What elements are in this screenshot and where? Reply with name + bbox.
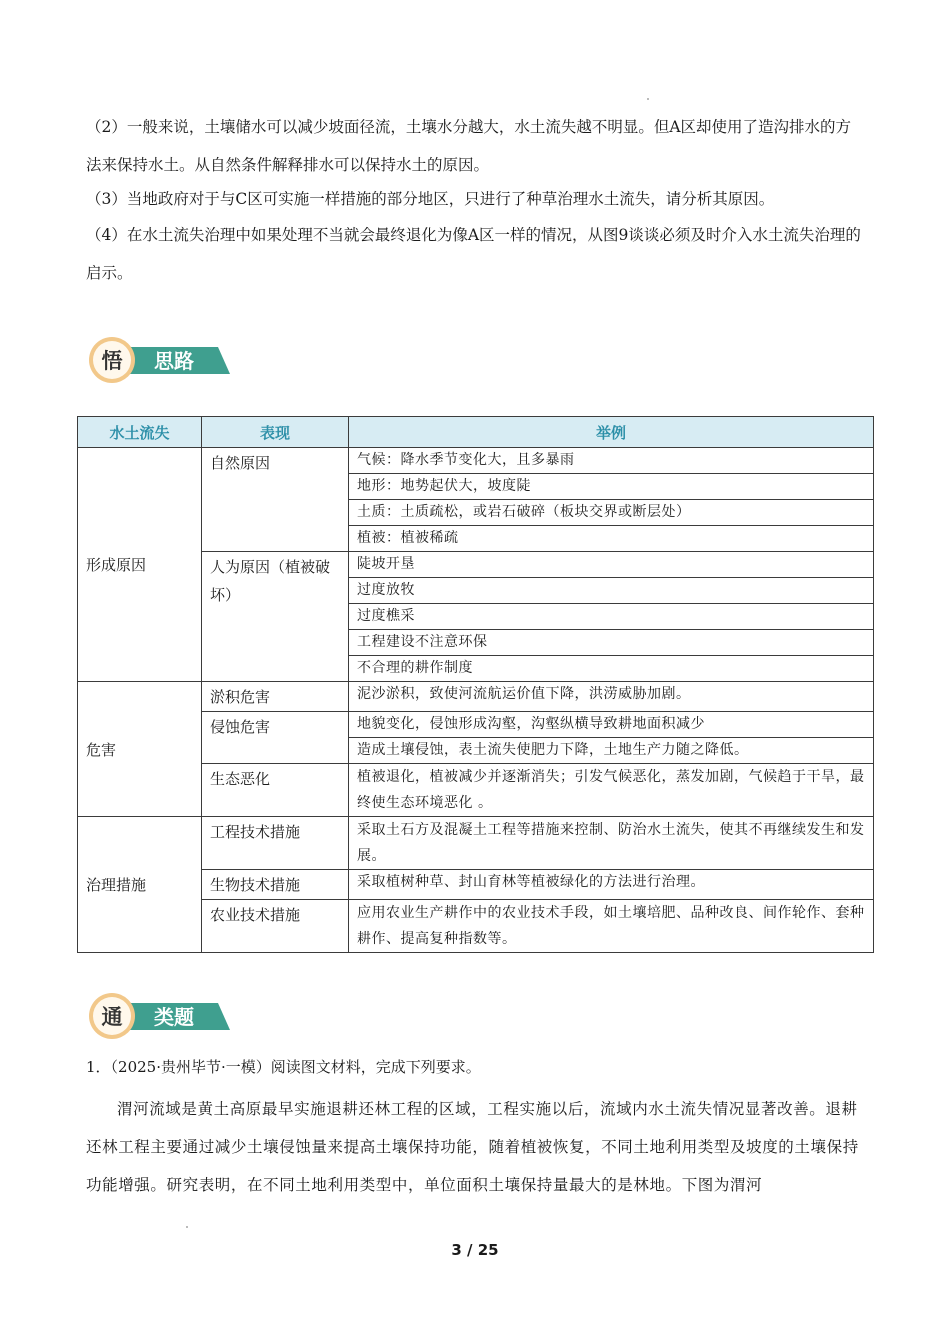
example-cell: 植被：植被稀疏 [349,526,874,552]
example-cell: 土质：土质疏松，或岩石破碎（板块交界或断层处） [349,500,874,526]
sub-agricultural: 农业技术措施 [202,900,349,953]
example-cell: 过度放牧 [349,578,874,604]
question-4 [86,216,866,292]
example-cell: 陡坡开垦 [349,552,874,578]
sub-human: 人为原因（植被破坏） [202,552,349,682]
example-cell: 不合理的耕作制度 [349,656,874,682]
example-cell: 地貌变化，侵蚀形成沟壑，沟壑纵横导致耕地面积减少 [349,712,874,738]
table-row [78,817,874,870]
sub-natural: 自然原因 [202,448,349,552]
soil-erosion-table [77,416,874,953]
sub-biological: 生物技术措施 [202,870,349,900]
badge-similar-label: 类题 [154,1005,194,1029]
page-number: 3 / 25 [451,1241,499,1259]
question-3 [86,180,866,218]
header-erosion: 水土流失 [78,417,202,448]
category-cause: 形成原因 [78,448,202,682]
reading-passage [86,1090,868,1204]
question-2-text: （2）一般来说，土壤储水可以减少坡面径流，土壤水分越大，水土流失越不明显。但A区却使用了造沟排水的方法来保持水土。从自然条件解释排水可以保持水土的原因。 [86,118,852,174]
header-manifestation: 表现 [202,417,349,448]
example-cell: 过度樵采 [349,604,874,630]
sub-eco: 生态恶化 [202,764,349,817]
badge-similar-char: 通 [101,1005,123,1029]
section-badge-thinking [88,336,238,386]
section-badge-similar [88,992,238,1042]
badge-similar-graphic [88,992,238,1042]
sub-siltation: 淤积危害 [202,682,349,712]
badge-thinking-label: 思路 [154,349,194,373]
category-harm: 危害 [78,682,202,817]
example-cell: 工程建设不注意环保 [349,630,874,656]
badge-thinking-graphic [88,336,238,386]
example-cell: 地形：地势起伏大，坡度陡 [349,474,874,500]
question-3-text: （3）当地政府对于与C区可实施一样措施的部分地区，只进行了种草治理水土流失，请分析其原因。 [86,190,775,208]
example-cell: 气候：降水季节变化大，且多暴雨 [349,448,874,474]
example-cell: 造成土壤侵蚀，表土流失使肥力下降，土地生产力随之降低。 [349,738,874,764]
header-example: 举例 [349,417,874,448]
sub-erosion: 侵蚀危害 [202,712,349,764]
example-cell: 采取植树种草、封山育林等植被绿化的方法进行治理。 [349,870,874,900]
badge-thinking-char: 悟 [101,349,123,373]
speck [186,1226,188,1228]
category-measures: 治理措施 [78,817,202,953]
question-4-text: （4）在水土流失治理中如果处理不当就会最终退化为像A区一样的情况，从图9谈谈必须及时介入水土流失治理的启示。 [86,226,861,282]
table-header-row [78,417,874,448]
example-cell: 应用农业生产耕作中的农业技术手段，如土壤培肥、品种改良、间作轮作、套种耕作、提高复种指数等。 [349,900,874,953]
passage-text: 渭河流域是黄土高原最早实施退耕还林工程的区域，工程实施以后，流域内水土流失情况显著改善。退耕还林工程主要通过减少土壤侵蚀量来提高土壤保持功能，随着植被恢复，不同土地利用类型及坡度的土壤保持功能增强。研究表明，在不同土地利用类型中，单位面积土壤保持量最大的是林地。下图为渭河 [86,1100,859,1194]
question-2 [86,108,866,184]
table-row [78,682,874,712]
question-1-heading: 1．（2025·贵州毕节·一模）阅读图文材料，完成下列要求。 [86,1058,481,1076]
example-cell: 采取土石方及混凝土工程等措施来控制、防治水土流失，使其不再继续发生和发展。 [349,817,874,870]
speck [647,98,649,100]
example-cell: 植被退化，植被减少并逐渐消失；引发气候恶化，蒸发加剧，气候趋于干旱，最终使生态环境恶化 。 [349,764,874,817]
sub-engineering: 工程技术措施 [202,817,349,870]
table-row [78,448,874,474]
example-cell: 泥沙淤积，致使河流航运价值下降，洪涝威胁加剧。 [349,682,874,712]
